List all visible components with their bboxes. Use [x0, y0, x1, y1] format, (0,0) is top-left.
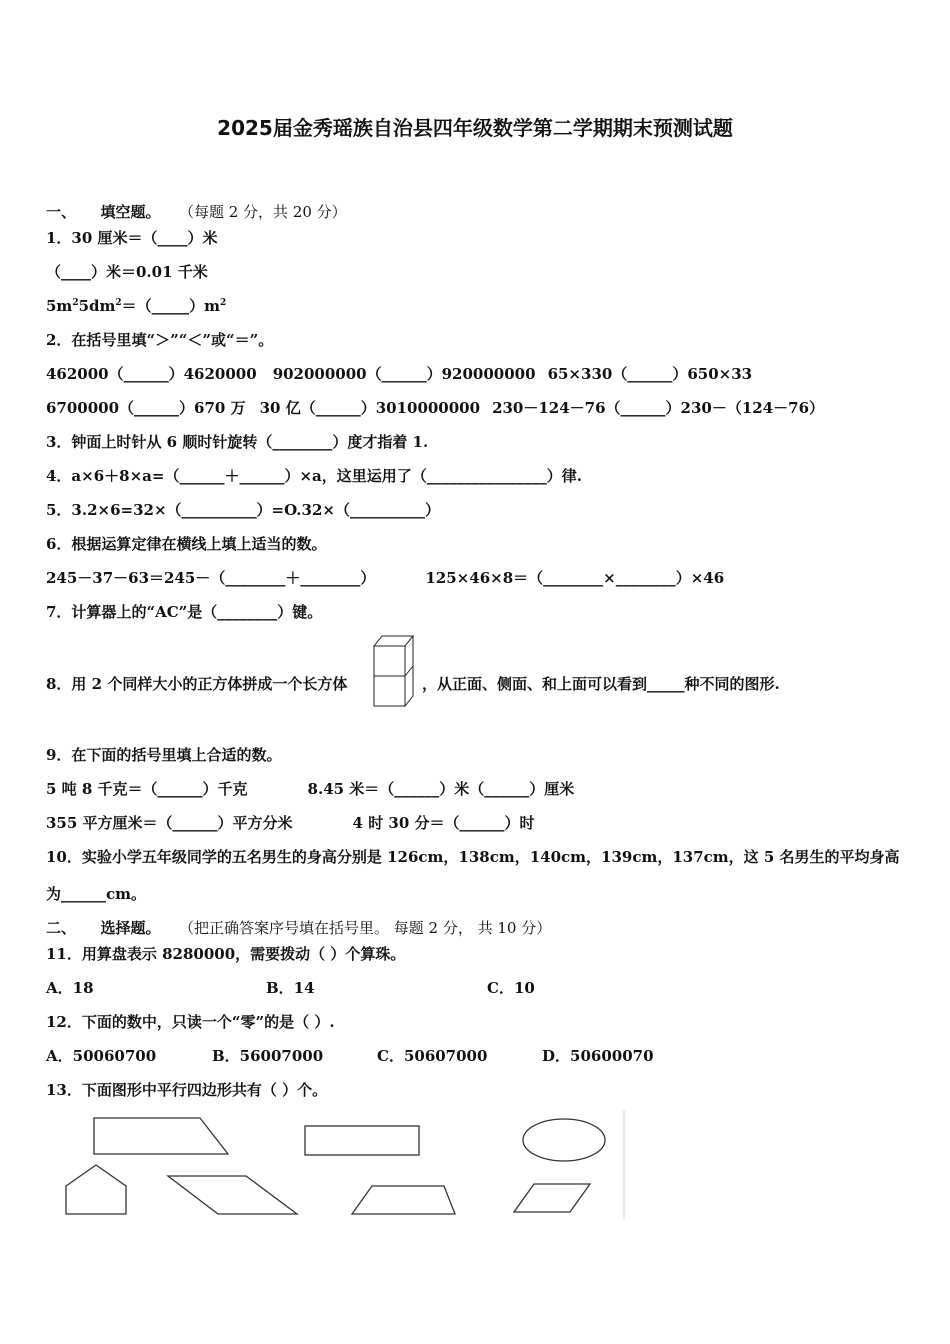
q2-row2-item: 6700000（______）670 万 — [46, 399, 246, 417]
q2-row2-item: 30 亿（______）3010000000 — [259, 399, 481, 417]
q1-c-sup3: 2 — [220, 298, 227, 308]
section-1-label: 一、 — [46, 203, 77, 221]
q8-after: ，从正面、侧面、和上面可以看到_____种不同的图形. — [422, 675, 780, 693]
q1-a: 1．30 厘米＝（____）米 — [46, 229, 218, 247]
q13-stem: 13．下面图形中平行四边形共有（ ）个。 — [46, 1081, 328, 1099]
q9-row1-item: 5 吨 8 千克＝（______）千克 — [46, 780, 248, 798]
q12-option: C．50607000 — [377, 1047, 488, 1065]
q3: 3．钟面上时针从 6 顺时针旋转（________）度才指着 1. — [46, 433, 429, 451]
rectangle-shape — [305, 1126, 419, 1155]
q2-row1-item: 462000（______）4620000 — [46, 365, 257, 383]
cuboid-figure — [372, 634, 416, 708]
q11-option: A．18 — [46, 979, 94, 997]
section-2-label: 二、 — [46, 919, 77, 937]
q13-shapes-figure — [56, 1108, 636, 1224]
q12-option: D．50600070 — [542, 1047, 654, 1065]
q4: 4．a×6＋8×a=（______＋______）×a，这里运用了（________________）律. — [46, 467, 582, 485]
trapezoid-shape-2 — [352, 1186, 455, 1214]
q10-line2: 为______cm。 — [46, 885, 147, 903]
page-title: 2025届金秀瑶族自治县四年级数学第二学期期末预测试题 — [217, 116, 733, 140]
pentagon-shape — [66, 1165, 126, 1214]
q6-row — [46, 568, 724, 588]
q12-option: B．56007000 — [212, 1047, 324, 1065]
q9-row2-item: 4 时 30 分＝（______）时 — [352, 814, 535, 832]
q1-c-pre: 5m — [46, 297, 73, 315]
q11-stem: 11．用算盘表示 8280000，需要拨动（ ）个算珠。 — [46, 945, 406, 963]
section-1-note: （每题 2 分，共 20 分） — [178, 203, 347, 221]
q9-row1 — [46, 779, 574, 799]
q8-before: 8．用 2 个同样大小的正方体拼成一个长方体 — [46, 675, 348, 693]
q12-option: A．50060700 — [46, 1047, 157, 1065]
q6-left: 245－37－63＝245－（________＋________） — [46, 569, 376, 587]
q6-stem: 6．根据运算定律在横线上填上适当的数。 — [46, 535, 327, 553]
q6-right: 125×46×8＝（________×________）×46 — [425, 569, 725, 587]
section-1-heading: 填空题。 — [100, 203, 161, 221]
q1-c-post: ＝（_____）m — [121, 297, 221, 315]
section-2-note: （把正确答案序号填在括号里。 每题 2 分， 共 10 分） — [178, 919, 552, 937]
q2-row2 — [46, 398, 824, 418]
parallelogram-shape — [168, 1176, 297, 1214]
section-2-heading: 选择题。 — [100, 919, 161, 937]
q11-option: C．10 — [487, 979, 535, 997]
ellipse-shape — [523, 1119, 605, 1161]
q1-c-mid: 5dm — [78, 297, 116, 315]
q1-c — [46, 296, 226, 316]
trapezoid-shape — [94, 1118, 228, 1154]
q9-row2-item: 355 平方厘米＝（______）平方分米 — [46, 814, 293, 832]
q2-row1 — [46, 364, 752, 384]
q1-b: （____）米＝0.01 千米 — [46, 263, 208, 281]
q2-stem: 2．在括号里填“＞”“＜”或“＝”。 — [46, 331, 274, 349]
q12-stem: 12．下面的数中，只读一个“零”的是（ ）. — [46, 1013, 335, 1031]
q2-row2-item: 230－124－76（______）230－（124－76） — [492, 399, 825, 417]
section-2-header — [46, 918, 551, 938]
q9-stem: 9．在下面的括号里填上合适的数。 — [46, 746, 282, 764]
parallelogram-shape-2 — [514, 1184, 590, 1212]
q2-row1-item: 65×330（______）650×33 — [547, 365, 753, 383]
q11-option: B．14 — [266, 979, 315, 997]
q9-row2 — [46, 813, 535, 833]
q7: 7．计算器上的“AC”是（________）键。 — [46, 603, 323, 621]
q5: 5．3.2×6=32×（__________）=O.32×（__________） — [46, 501, 440, 519]
q2-row1-item: 902000000（______）920000000 — [272, 365, 536, 383]
q10-line1: 10．实验小学五年级同学的五名男生的身高分别是 126cm，138cm，140cm，139cm，137cm，这 5 名男生的平均身高 — [46, 848, 900, 866]
q9-row1-item: 8.45 米＝（______）米（______）厘米 — [307, 780, 575, 798]
q1-c-sup1: 2 — [72, 298, 79, 308]
section-1-header — [46, 202, 347, 222]
q1-c-sup2: 2 — [115, 298, 122, 308]
